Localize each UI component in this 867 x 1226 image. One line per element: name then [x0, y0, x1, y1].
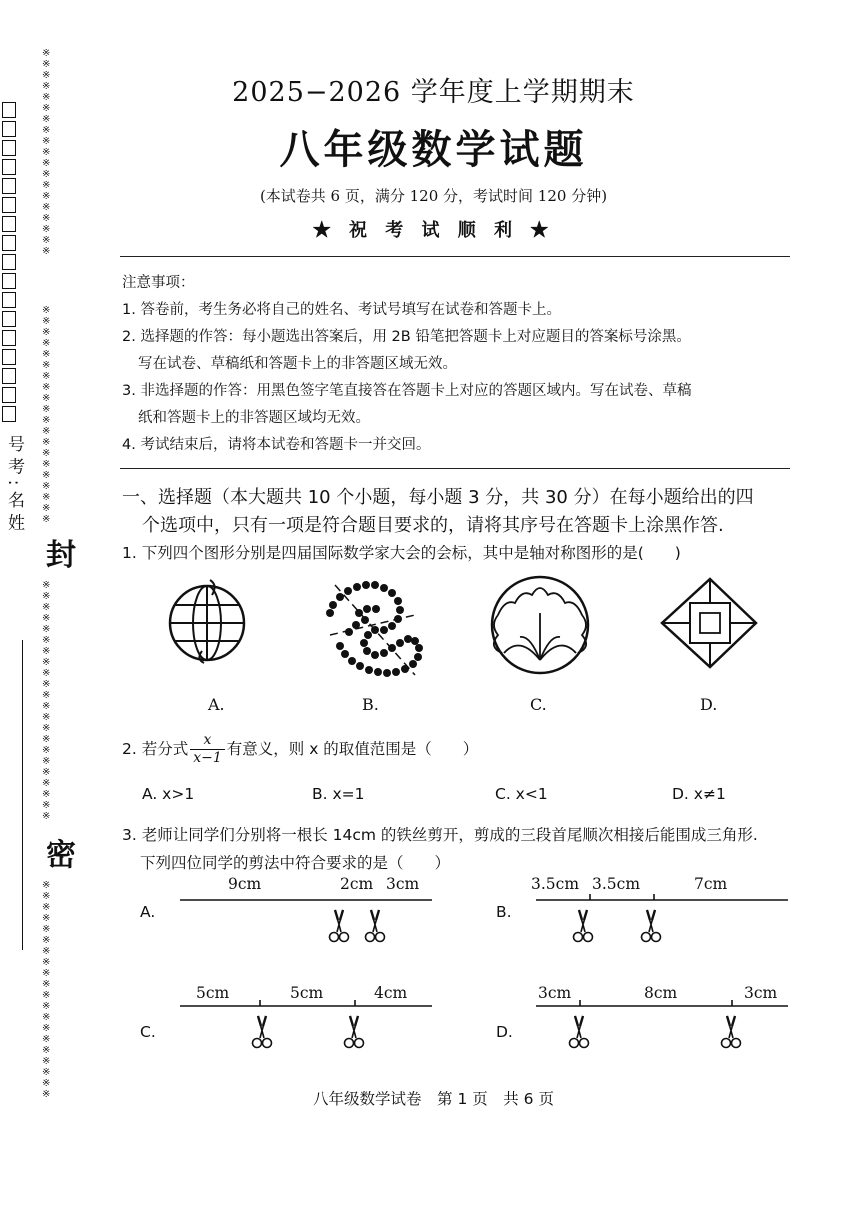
q1-label-a: A. — [208, 695, 225, 714]
figure-a-globe-icon — [170, 580, 244, 663]
name-write-line[interactable] — [22, 640, 23, 950]
scissors-icon — [642, 910, 661, 942]
q3-d-seg-3: 3cm — [744, 984, 778, 1002]
q3-c-seg-3: 4cm — [374, 984, 408, 1002]
q3-a-seg-1: 9cm — [228, 875, 262, 893]
q2-frac-num: x — [190, 732, 225, 750]
scissors-icon — [366, 910, 385, 942]
q2-option-c: C. x<1 — [495, 785, 548, 803]
note-item: 纸和答题卡上的非答题区域均无效。 — [138, 410, 370, 426]
figure-d-diamond-square-icon — [662, 579, 756, 667]
q3-a-seg-2: 2cm — [340, 875, 374, 893]
scissors-icon — [253, 1016, 272, 1048]
note-item: 2. 选择题的作答：每小题选出答案后，用 2B 铅笔把答题卡上对应题目的答案标号涂黑。 — [122, 329, 691, 345]
q3-b-seg-1: 3.5cm — [531, 875, 580, 893]
q3-b-seg-3: 7cm — [694, 875, 728, 893]
question-2 — [122, 732, 478, 767]
section-line-1: 一、选择题（本大题共 10 个小题，每小题 3 分，共 30 分）在每小题给出的四 — [122, 487, 754, 508]
q2-option-b: B. x=1 — [312, 785, 365, 803]
note-item: 3. 非选择题的作答：用黑色签字笔直接答在答题卡上对应的答题区域内。写在试卷、草稿 — [122, 383, 692, 399]
q3-option-d-label: D. — [496, 1023, 513, 1041]
q3-d-seg-1: 3cm — [538, 984, 572, 1002]
question-1: 1. 下列四个图形分别是四届国际数学家大会的会标，其中是轴对称图形的是( ) — [122, 544, 681, 562]
scissors-icon — [574, 910, 593, 942]
q1-label-b: B. — [362, 695, 379, 714]
notes-title: 注意事项： — [122, 275, 195, 291]
seal-cross-line-mid: ※ ※ ※ ※ ※ ※ ※ ※ ※ ※ ※ ※ ※ ※ ※ ※ ※ ※ ※ ※ — [42, 305, 51, 525]
q3-b-seg-2: 3.5cm — [592, 875, 641, 893]
divider-notes — [120, 468, 790, 469]
seal-cross-line-top: ※ ※ ※ ※ ※ ※ ※ ※ ※ ※ ※ ※ ※ ※ ※ ※ ※ ※ ※ — [42, 48, 51, 257]
q3-d-seg-2: 8cm — [644, 984, 678, 1002]
year-title: 2025−2026 学年度上学期期末 — [232, 77, 635, 108]
scissors-icon — [722, 1016, 741, 1048]
page-footer: 八年级数学试卷 第 1 页 共 6 页 — [313, 1090, 554, 1108]
q2-frac-den: x−1 — [193, 750, 222, 766]
exam-title: 八年级数学试题 — [279, 127, 588, 173]
question-3-line-1: 3. 老师让同学们分别将一根长 14cm 的铁丝剪开，剪成的三段首尾顺次相接后能围成三角形. — [122, 826, 758, 844]
seal-char-mi: 密 — [46, 838, 76, 873]
seal-char-feng: 封 — [46, 538, 76, 573]
q1-label-d: D. — [700, 695, 718, 714]
exam-info: (本试卷共 6 页，满分 120 分，考试时间 120 分钟) — [259, 187, 608, 205]
notes — [122, 270, 802, 459]
side-label: 号 考 : 名 姓 — [4, 435, 24, 531]
scissors-icon — [345, 1016, 364, 1048]
note-item: 1. 答卷前，考生务必将自己的姓名、考试号填写在试卷和答题卡上。 — [122, 302, 561, 318]
note-item: 写在试卷、草稿纸和答题卡上的非答题区域无效。 — [138, 356, 457, 372]
seal-cross-line-lower: ※ ※ ※ ※ ※ ※ ※ ※ ※ ※ ※ ※ ※ ※ ※ ※ ※ ※ ※ ※ ※ ※ — [42, 580, 51, 822]
good-luck: ★ 祝 考 试 顺 利 ★ — [312, 220, 555, 241]
q2-suffix: 有意义，则 x 的取值范围是（ ） — [226, 740, 479, 758]
q2-option-a: A. x>1 — [142, 785, 195, 803]
q3-a-seg-3: 3cm — [386, 875, 420, 893]
q2-fraction — [190, 732, 225, 767]
q3-option-a-label: A. — [140, 903, 156, 921]
q3-option-b-label: B. — [496, 903, 512, 921]
question-3-line-2: 下列四位同学的剪法中符合要求的是（ ） — [140, 854, 451, 872]
scissors-icon — [570, 1016, 589, 1048]
q3-c-seg-2: 5cm — [290, 984, 324, 1002]
section-heading — [122, 484, 812, 540]
q3-option-c-label: C. — [140, 1023, 156, 1041]
q2-option-d: D. x≠1 — [672, 785, 726, 803]
figure-b-dotted-spiral-icon — [326, 581, 423, 677]
seal-cross-line-bottom: ※ ※ ※ ※ ※ ※ ※ ※ ※ ※ ※ ※ ※ ※ ※ ※ ※ ※ ※ ※ — [42, 880, 51, 1100]
q1-label-c: C. — [530, 695, 547, 714]
note-item: 4. 考试结束后，请将本试卷和答题卡一并交回。 — [122, 437, 431, 453]
divider-top — [120, 256, 790, 257]
q3-c-seg-1: 5cm — [196, 984, 230, 1002]
section-line-2: 个选项中，只有一项是符合题目要求的，请将其序号在答题卡上涂黑作答. — [142, 515, 724, 536]
q2-prefix: 2. 若分式 — [122, 740, 189, 758]
figure-c-circle-fan-icon — [492, 577, 588, 673]
scissors-icon — [330, 910, 349, 942]
q1-figures — [160, 575, 860, 695]
